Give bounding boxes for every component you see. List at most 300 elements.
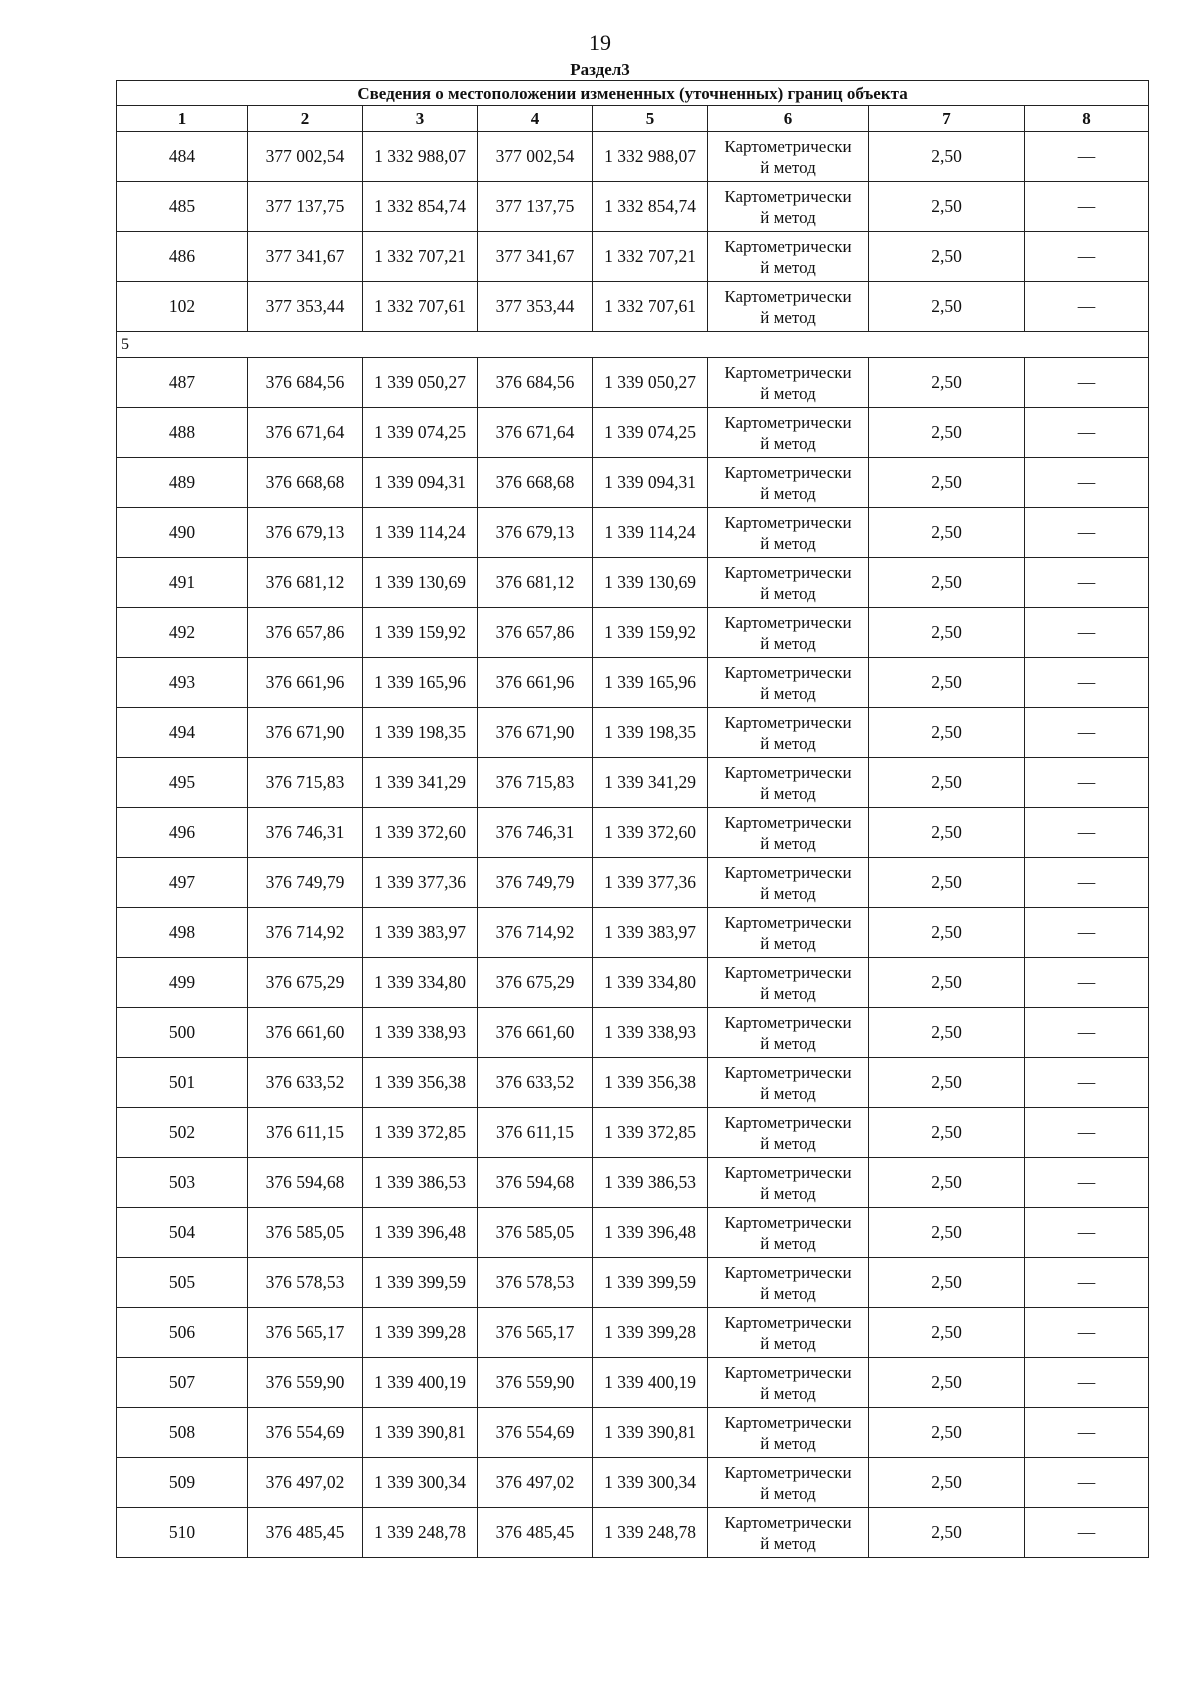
x-old-cell: 376 633,52 [248, 1058, 363, 1108]
y-new-cell: 1 339 390,81 [593, 1408, 708, 1458]
method-line-2: й метод [760, 733, 816, 753]
method-line-1: Картометрически [724, 1262, 852, 1282]
x-old-cell: 376 554,69 [248, 1408, 363, 1458]
x-old-cell: 376 675,29 [248, 958, 363, 1008]
table-row [117, 408, 1149, 458]
y-new-cell: 1 339 372,85 [593, 1108, 708, 1158]
x-new-cell: 377 002,54 [478, 132, 593, 182]
x-new-cell: 376 611,15 [478, 1108, 593, 1158]
method-line-1: Картометрически [724, 1362, 852, 1382]
y-old-cell: 1 339 050,27 [363, 358, 478, 408]
precision-cell: 2,50 [869, 908, 1025, 958]
column-header-1: 1 [117, 106, 248, 132]
y-new-cell: 1 332 854,74 [593, 182, 708, 232]
method-line-1: Картометрически [724, 1312, 852, 1332]
table-row [117, 1408, 1149, 1458]
point-number-cell: 488 [117, 408, 248, 458]
x-new-cell: 376 675,29 [478, 958, 593, 1008]
y-new-cell: 1 339 248,78 [593, 1508, 708, 1558]
x-old-cell: 376 657,86 [248, 608, 363, 658]
precision-cell: 2,50 [869, 508, 1025, 558]
method-cell [708, 1458, 869, 1508]
x-old-cell: 376 485,45 [248, 1508, 363, 1558]
table-row [117, 1258, 1149, 1308]
point-number-cell: 485 [117, 182, 248, 232]
column-header-4: 4 [478, 106, 593, 132]
method-line-2: й метод [760, 1033, 816, 1053]
method-cell [708, 1508, 869, 1558]
method-cell [708, 858, 869, 908]
method-cell [708, 1208, 869, 1258]
x-old-cell: 376 671,90 [248, 708, 363, 758]
page-number: 19 [589, 30, 611, 55]
method-line-1: Картометрически [724, 136, 852, 156]
description-cell: — [1025, 232, 1149, 282]
point-number-cell: 508 [117, 1408, 248, 1458]
method-cell [708, 558, 869, 608]
point-number-cell: 486 [117, 232, 248, 282]
precision-cell: 2,50 [869, 958, 1025, 1008]
method-cell [708, 608, 869, 658]
x-old-cell: 377 137,75 [248, 182, 363, 232]
table-caption: Сведения о местоположении измененных (уточненных) границ объекта [117, 81, 1149, 106]
description-cell: — [1025, 958, 1149, 1008]
point-number-cell: 489 [117, 458, 248, 508]
table-row [117, 558, 1149, 608]
y-new-cell: 1 339 074,25 [593, 408, 708, 458]
precision-cell: 2,50 [869, 458, 1025, 508]
x-old-cell: 376 661,60 [248, 1008, 363, 1058]
x-new-cell: 376 681,12 [478, 558, 593, 608]
precision-cell: 2,50 [869, 658, 1025, 708]
method-line-2: й метод [760, 207, 816, 227]
description-cell: — [1025, 1358, 1149, 1408]
precision-cell: 2,50 [869, 1408, 1025, 1458]
point-number-cell: 498 [117, 908, 248, 958]
y-old-cell: 1 339 372,60 [363, 808, 478, 858]
method-line-2: й метод [760, 433, 816, 453]
x-new-cell: 376 684,56 [478, 358, 593, 408]
x-new-cell: 376 746,31 [478, 808, 593, 858]
precision-cell: 2,50 [869, 1058, 1025, 1108]
x-old-cell: 376 585,05 [248, 1208, 363, 1258]
y-new-cell: 1 339 377,36 [593, 858, 708, 908]
point-number-cell: 497 [117, 858, 248, 908]
x-old-cell: 376 714,92 [248, 908, 363, 958]
y-old-cell: 1 339 074,25 [363, 408, 478, 458]
method-cell [708, 1108, 869, 1158]
description-cell: — [1025, 458, 1149, 508]
method-line-2: й метод [760, 157, 816, 177]
group-label: 5 [117, 332, 1149, 358]
y-new-cell: 1 339 399,59 [593, 1258, 708, 1308]
y-old-cell: 1 339 165,96 [363, 658, 478, 708]
description-cell: — [1025, 1108, 1149, 1158]
x-new-cell: 376 714,92 [478, 908, 593, 958]
method-cell [708, 908, 869, 958]
x-old-cell: 376 661,96 [248, 658, 363, 708]
y-old-cell: 1 339 399,59 [363, 1258, 478, 1308]
y-new-cell: 1 339 165,96 [593, 658, 708, 708]
precision-cell: 2,50 [869, 232, 1025, 282]
table-body [117, 132, 1149, 1558]
y-old-cell: 1 339 372,85 [363, 1108, 478, 1158]
y-new-cell: 1 339 114,24 [593, 508, 708, 558]
method-cell [708, 508, 869, 558]
description-cell: — [1025, 1258, 1149, 1308]
x-new-cell: 376 578,53 [478, 1258, 593, 1308]
table-row [117, 658, 1149, 708]
method-line-2: й метод [760, 1483, 816, 1503]
method-line-1: Картометрически [724, 1512, 852, 1532]
method-cell [708, 358, 869, 408]
method-cell [708, 408, 869, 458]
y-old-cell: 1 339 248,78 [363, 1508, 478, 1558]
x-new-cell: 376 594,68 [478, 1158, 593, 1208]
precision-cell: 2,50 [869, 1308, 1025, 1358]
method-cell [708, 758, 869, 808]
y-old-cell: 1 332 988,07 [363, 132, 478, 182]
x-old-cell: 376 594,68 [248, 1158, 363, 1208]
table-row [117, 1008, 1149, 1058]
point-number-cell: 496 [117, 808, 248, 858]
table-row [117, 708, 1149, 758]
method-cell [708, 808, 869, 858]
x-old-cell: 376 497,02 [248, 1458, 363, 1508]
method-cell [708, 708, 869, 758]
method-line-1: Картометрически [724, 512, 852, 532]
method-line-1: Картометрически [724, 462, 852, 482]
method-cell [708, 1058, 869, 1108]
method-line-1: Картометрически [724, 1112, 852, 1132]
table-row [117, 808, 1149, 858]
method-line-1: Картометрически [724, 762, 852, 782]
x-new-cell: 376 497,02 [478, 1458, 593, 1508]
y-new-cell: 1 332 707,61 [593, 282, 708, 332]
y-old-cell: 1 339 338,93 [363, 1008, 478, 1058]
precision-cell: 2,50 [869, 708, 1025, 758]
description-cell: — [1025, 858, 1149, 908]
method-line-2: й метод [760, 933, 816, 953]
y-new-cell: 1 339 334,80 [593, 958, 708, 1008]
description-cell: — [1025, 132, 1149, 182]
y-old-cell: 1 339 341,29 [363, 758, 478, 808]
table-row [117, 908, 1149, 958]
table-row [117, 608, 1149, 658]
method-line-1: Картометрически [724, 1162, 852, 1182]
method-cell [708, 182, 869, 232]
y-old-cell: 1 339 300,34 [363, 1458, 478, 1508]
y-old-cell: 1 339 356,38 [363, 1058, 478, 1108]
x-new-cell: 376 679,13 [478, 508, 593, 558]
x-new-cell: 376 671,90 [478, 708, 593, 758]
method-line-2: й метод [760, 1383, 816, 1403]
y-new-cell: 1 339 050,27 [593, 358, 708, 408]
x-old-cell: 376 681,12 [248, 558, 363, 608]
point-number-cell: 487 [117, 358, 248, 408]
precision-cell: 2,50 [869, 758, 1025, 808]
description-cell: — [1025, 1308, 1149, 1358]
point-number-cell: 494 [117, 708, 248, 758]
y-old-cell: 1 332 707,61 [363, 282, 478, 332]
precision-cell: 2,50 [869, 1008, 1025, 1058]
table-row [117, 1508, 1149, 1558]
description-cell: — [1025, 658, 1149, 708]
x-old-cell: 376 679,13 [248, 508, 363, 558]
method-line-1: Картометрически [724, 1012, 852, 1032]
method-line-1: Картометрически [724, 662, 852, 682]
point-number-cell: 490 [117, 508, 248, 558]
x-old-cell: 377 002,54 [248, 132, 363, 182]
table-row [117, 1458, 1149, 1508]
precision-cell: 2,50 [869, 1158, 1025, 1208]
table-row [117, 1158, 1149, 1208]
method-cell [708, 1008, 869, 1058]
description-cell: — [1025, 708, 1149, 758]
method-line-2: й метод [760, 1233, 816, 1253]
table-row [117, 182, 1149, 232]
point-number-cell: 499 [117, 958, 248, 1008]
x-new-cell: 376 661,60 [478, 1008, 593, 1058]
point-number-cell: 501 [117, 1058, 248, 1108]
method-line-2: й метод [760, 633, 816, 653]
x-new-cell: 376 554,69 [478, 1408, 593, 1458]
method-line-1: Картометрически [724, 562, 852, 582]
y-new-cell: 1 339 341,29 [593, 758, 708, 808]
y-new-cell: 1 339 372,60 [593, 808, 708, 858]
method-line-1: Картометрически [724, 186, 852, 206]
x-old-cell: 376 671,64 [248, 408, 363, 458]
method-line-1: Картометрически [724, 412, 852, 432]
x-new-cell: 377 341,67 [478, 232, 593, 282]
column-header-3: 3 [363, 106, 478, 132]
table-row [117, 958, 1149, 1008]
method-line-2: й метод [760, 883, 816, 903]
method-line-1: Картометрически [724, 812, 852, 832]
y-new-cell: 1 339 198,35 [593, 708, 708, 758]
description-cell: — [1025, 608, 1149, 658]
point-number-cell: 102 [117, 282, 248, 332]
precision-cell: 2,50 [869, 1508, 1025, 1558]
column-header-6: 6 [708, 106, 869, 132]
method-line-1: Картометрически [724, 236, 852, 256]
method-line-1: Картометрически [724, 1062, 852, 1082]
table-row [117, 1308, 1149, 1358]
description-cell: — [1025, 758, 1149, 808]
method-cell [708, 1308, 869, 1358]
description-cell: — [1025, 1058, 1149, 1108]
precision-cell: 2,50 [869, 282, 1025, 332]
method-line-2: й метод [760, 1433, 816, 1453]
x-new-cell: 376 715,83 [478, 758, 593, 808]
x-new-cell: 377 353,44 [478, 282, 593, 332]
precision-cell: 2,50 [869, 408, 1025, 458]
x-new-cell: 376 668,68 [478, 458, 593, 508]
x-old-cell: 376 565,17 [248, 1308, 363, 1358]
method-line-2: й метод [760, 257, 816, 277]
precision-cell: 2,50 [869, 558, 1025, 608]
description-cell: — [1025, 1008, 1149, 1058]
method-line-2: й метод [760, 383, 816, 403]
x-new-cell: 377 137,75 [478, 182, 593, 232]
point-number-cell: 493 [117, 658, 248, 708]
y-new-cell: 1 339 356,38 [593, 1058, 708, 1108]
y-old-cell: 1 339 334,80 [363, 958, 478, 1008]
method-line-2: й метод [760, 1283, 816, 1303]
description-cell: — [1025, 282, 1149, 332]
method-cell [708, 1258, 869, 1308]
x-new-cell: 376 671,64 [478, 408, 593, 458]
y-new-cell: 1 339 400,19 [593, 1358, 708, 1408]
method-line-2: й метод [760, 983, 816, 1003]
y-old-cell: 1 332 707,21 [363, 232, 478, 282]
method-cell [708, 232, 869, 282]
y-new-cell: 1 339 159,92 [593, 608, 708, 658]
table-row [117, 458, 1149, 508]
y-old-cell: 1 339 396,48 [363, 1208, 478, 1258]
x-old-cell: 376 749,79 [248, 858, 363, 908]
method-line-2: й метод [760, 483, 816, 503]
x-old-cell: 376 668,68 [248, 458, 363, 508]
precision-cell: 2,50 [869, 358, 1025, 408]
table-row [117, 232, 1149, 282]
method-line-1: Картометрически [724, 1212, 852, 1232]
method-line-2: й метод [760, 833, 816, 853]
y-old-cell: 1 332 854,74 [363, 182, 478, 232]
table-row [117, 758, 1149, 808]
method-cell [708, 1158, 869, 1208]
table-row [117, 858, 1149, 908]
description-cell: — [1025, 1508, 1149, 1558]
point-number-cell: 491 [117, 558, 248, 608]
method-line-1: Картометрически [724, 962, 852, 982]
point-number-cell: 507 [117, 1358, 248, 1408]
y-new-cell: 1 339 383,97 [593, 908, 708, 958]
point-number-cell: 504 [117, 1208, 248, 1258]
method-line-2: й метод [760, 533, 816, 553]
method-line-1: Картометрически [724, 862, 852, 882]
y-old-cell: 1 339 383,97 [363, 908, 478, 958]
table-row [117, 1208, 1149, 1258]
precision-cell: 2,50 [869, 132, 1025, 182]
method-line-1: Картометрически [724, 612, 852, 632]
point-number-cell: 506 [117, 1308, 248, 1358]
y-new-cell: 1 339 386,53 [593, 1158, 708, 1208]
column-header-5: 5 [593, 106, 708, 132]
method-cell [708, 1408, 869, 1458]
x-new-cell: 376 657,86 [478, 608, 593, 658]
point-number-cell: 505 [117, 1258, 248, 1308]
method-cell [708, 1358, 869, 1408]
method-line-2: й метод [760, 683, 816, 703]
x-old-cell: 376 684,56 [248, 358, 363, 408]
precision-cell: 2,50 [869, 1108, 1025, 1158]
method-line-2: й метод [760, 307, 816, 327]
method-cell [708, 132, 869, 182]
x-old-cell: 376 715,83 [248, 758, 363, 808]
precision-cell: 2,50 [869, 808, 1025, 858]
point-number-cell: 500 [117, 1008, 248, 1058]
description-cell: — [1025, 908, 1149, 958]
y-new-cell: 1 339 094,31 [593, 458, 708, 508]
method-cell [708, 282, 869, 332]
y-new-cell: 1 339 130,69 [593, 558, 708, 608]
description-cell: — [1025, 508, 1149, 558]
y-old-cell: 1 339 400,19 [363, 1358, 478, 1408]
y-new-cell: 1 339 338,93 [593, 1008, 708, 1058]
section-title: Раздел3 [570, 60, 630, 79]
precision-cell: 2,50 [869, 608, 1025, 658]
x-old-cell: 377 353,44 [248, 282, 363, 332]
point-number-cell: 503 [117, 1158, 248, 1208]
precision-cell: 2,50 [869, 1358, 1025, 1408]
point-number-cell: 495 [117, 758, 248, 808]
table-row [117, 358, 1149, 408]
method-line-2: й метод [760, 1083, 816, 1103]
header-row [117, 106, 1149, 132]
x-old-cell: 376 559,90 [248, 1358, 363, 1408]
column-header-8: 8 [1025, 106, 1149, 132]
x-new-cell: 376 559,90 [478, 1358, 593, 1408]
description-cell: — [1025, 358, 1149, 408]
table-row [117, 508, 1149, 558]
method-cell [708, 458, 869, 508]
description-cell: — [1025, 1408, 1149, 1458]
method-line-1: Картометрически [724, 1412, 852, 1432]
x-new-cell: 376 661,96 [478, 658, 593, 708]
point-number-cell: 502 [117, 1108, 248, 1158]
point-number-cell: 484 [117, 132, 248, 182]
y-old-cell: 1 339 386,53 [363, 1158, 478, 1208]
point-number-cell: 510 [117, 1508, 248, 1558]
table-row [117, 1358, 1149, 1408]
method-line-1: Картометрически [724, 362, 852, 382]
x-old-cell: 377 341,67 [248, 232, 363, 282]
precision-cell: 2,50 [869, 1258, 1025, 1308]
y-old-cell: 1 339 399,28 [363, 1308, 478, 1358]
description-cell: — [1025, 1458, 1149, 1508]
table-row [117, 1058, 1149, 1108]
method-line-2: й метод [760, 1533, 816, 1553]
description-cell: — [1025, 558, 1149, 608]
method-line-2: й метод [760, 1183, 816, 1203]
method-line-2: й метод [760, 1333, 816, 1353]
y-new-cell: 1 339 300,34 [593, 1458, 708, 1508]
x-new-cell: 376 633,52 [478, 1058, 593, 1108]
column-header-7: 7 [869, 106, 1025, 132]
point-number-cell: 492 [117, 608, 248, 658]
method-line-2: й метод [760, 583, 816, 603]
y-old-cell: 1 339 114,24 [363, 508, 478, 558]
x-new-cell: 376 485,45 [478, 1508, 593, 1558]
y-old-cell: 1 339 377,36 [363, 858, 478, 908]
method-line-1: Картометрически [724, 712, 852, 732]
x-old-cell: 376 578,53 [248, 1258, 363, 1308]
y-new-cell: 1 339 396,48 [593, 1208, 708, 1258]
description-cell: — [1025, 408, 1149, 458]
method-line-1: Картометрически [724, 1462, 852, 1482]
y-new-cell: 1 332 707,21 [593, 232, 708, 282]
y-old-cell: 1 339 198,35 [363, 708, 478, 758]
y-new-cell: 1 332 988,07 [593, 132, 708, 182]
method-line-2: й метод [760, 1133, 816, 1153]
y-old-cell: 1 339 094,31 [363, 458, 478, 508]
precision-cell: 2,50 [869, 858, 1025, 908]
x-new-cell: 376 565,17 [478, 1308, 593, 1358]
y-old-cell: 1 339 130,69 [363, 558, 478, 608]
table-row [117, 132, 1149, 182]
x-old-cell: 376 746,31 [248, 808, 363, 858]
